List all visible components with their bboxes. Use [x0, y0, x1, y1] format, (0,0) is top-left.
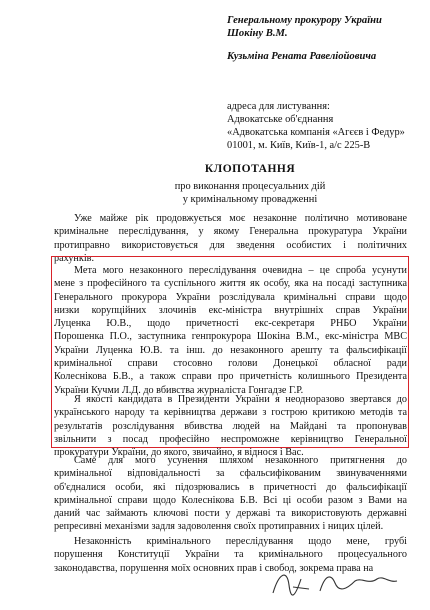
signature-scribble — [265, 563, 405, 603]
paragraph-line: кримінальної відповідальності за сфальсифікованим звинуваченнями — [54, 468, 407, 480]
paragraph-line: об'єдналися особи, які підозрювались в причетності до фальсифікації — [54, 481, 407, 493]
paragraph-line: репресивні механізми задля задоволення своїх протиправних і ницих цілей. — [54, 521, 384, 533]
address-line1: Адвокатське об'єднання — [227, 114, 334, 125]
sender-name: Кузьміна Рената Равеліойовича — [227, 51, 377, 62]
subtitle-line1: про виконання процесуальних дій — [174, 181, 326, 192]
paragraph-line: низки корупційних злочинів екс-міністра внутрішніх справ України — [54, 304, 407, 316]
paragraph-line: кримінальної справи стосовно голови Донецької обласної ради — [54, 358, 407, 370]
paragraph-line: Я якості кандидата в Президенти України я неодноразово звертався до — [74, 394, 407, 405]
paragraph-line: даний час займають ключові пости у державі та використовують державні — [54, 508, 407, 520]
paragraph-line: прокуратури України, до якого, звичайно, я віднося і Вас. — [54, 447, 304, 459]
paragraph-line: кримінальне переслідування, у якому Генеральна прокуратура України — [54, 226, 407, 238]
paragraph-line: протиправно використовується для зведення особистих і політичних — [54, 239, 407, 251]
address-line3: 01001, м. Київ, Київ-1, а/с 225-В — [227, 140, 371, 151]
paragraph-line: результатів розслідування вбивства людей на Майдані та пропонував — [54, 420, 407, 432]
paragraph-line: Незаконність кримінального переслідування щодо мене, грубі — [74, 536, 407, 547]
paragraph-4 — [54, 454, 407, 534]
paragraph-line: Уже майже рік продовжується моє незаконне політично мотивоване — [74, 213, 407, 224]
paragraph-line: рахунків. — [54, 252, 95, 264]
paragraph-3 — [54, 393, 407, 459]
paragraph-line: Колеснікова Б.В., а також справи про причетність колишнього Президента — [54, 371, 407, 383]
address-label: адреса для листування: — [227, 101, 330, 112]
paragraph-line: Саме для мого усунення шляхом незаконного притягнення до — [74, 455, 407, 466]
paragraph-line: України Луценка Ю.В. та інш. до незаконного арешту та фальсифікації — [54, 344, 407, 356]
paragraph-line: Генерального прокурора України розслідувала кримінальні справи щодо — [54, 291, 407, 303]
document-title: КЛОПОТАННЯ — [204, 163, 296, 175]
recipient-block — [227, 14, 423, 63]
document-subtitle — [120, 180, 380, 206]
paragraph-line: українського народу та керівництва держави з гострою критикою методів та — [54, 407, 407, 419]
recipient-line1: Генеральному прокурору України — [227, 15, 382, 26]
subtitle-line2: у кримінальному провадженні — [182, 194, 318, 205]
address-line2: «Адвокатська компанія «Агєєв і Федур» — [227, 127, 405, 138]
paragraph-2 — [54, 264, 407, 397]
paragraph-line: Луценка Ю.В., щодо причетності екс-секретаря РНБО України — [54, 318, 407, 330]
paragraph-line: Порошенка П.О., заступника генпрокурора Шокіна В.М., екс-міністра МВС — [54, 331, 407, 343]
recipient-line2: Шокіну В.М. — [227, 28, 288, 39]
paragraph-line: законодавства, порушення моїх основних прав і свобод, зокрема права на — [54, 562, 374, 574]
paragraph-line: кримінальної справи щодо Колеснікова Б.В. Всі ці особи разом з Вами на — [54, 494, 407, 506]
paragraph-line: Мета мого незаконного переслідування очевидна – це спроба усунути — [74, 265, 407, 276]
address-block — [227, 100, 423, 152]
paragraph-line: України Кучми Л.Д. до вбивства журналіста Гонгадзе Г.Р. — [54, 384, 304, 396]
paragraph-line: порушення Конституції України та кримінального процесуального — [54, 549, 407, 561]
paragraph-line: звільнити з посад професійно неспроможне керівництво Генеральної — [54, 433, 407, 445]
paragraph-line: мене з професійного та суспільного життя як особу, яка на посаді заступника — [54, 278, 407, 290]
